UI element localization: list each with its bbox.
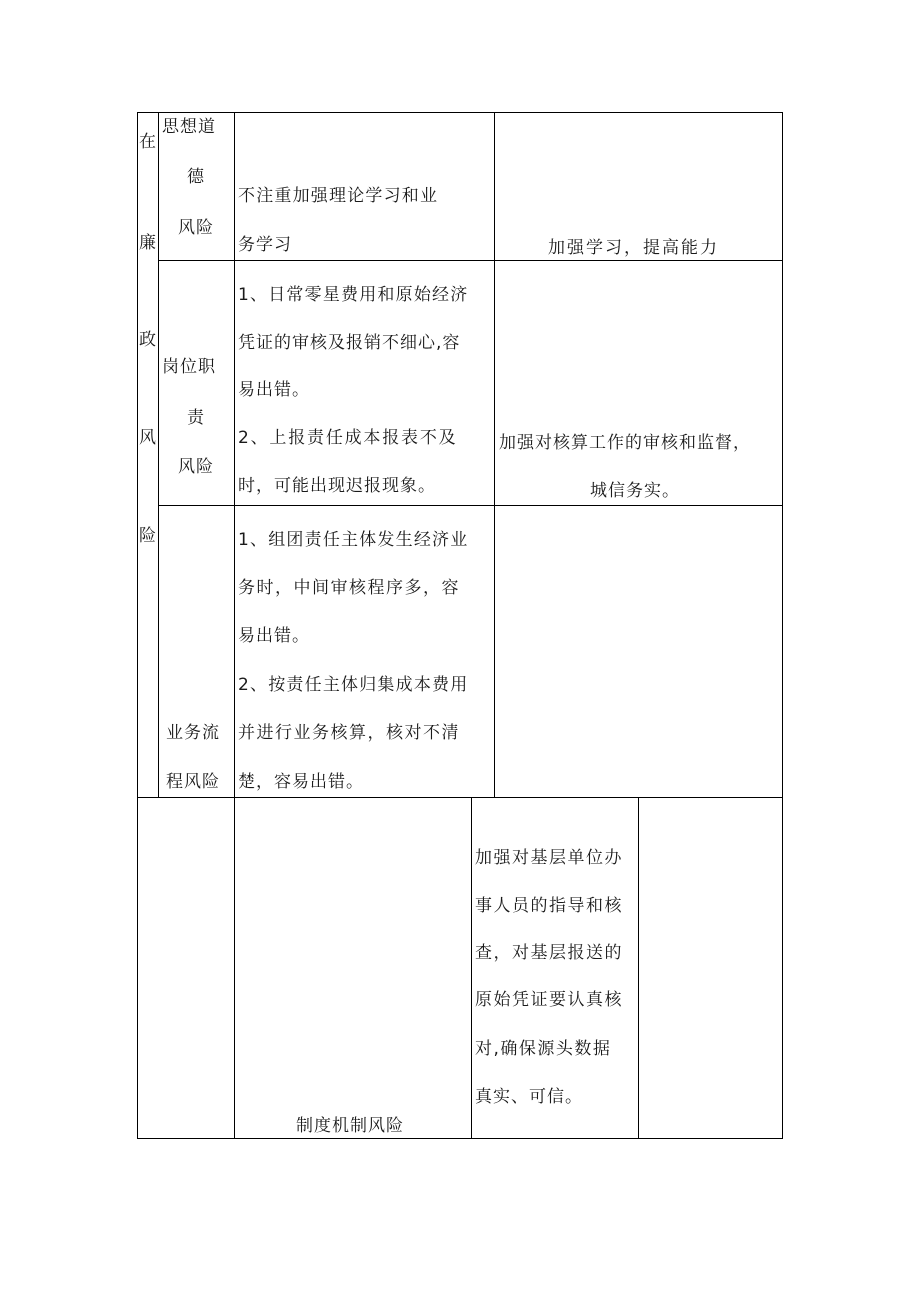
risk-line: 不注重加强理论学习和业 (238, 186, 439, 206)
side-label-char: 风 (139, 428, 157, 448)
measure-line: 加强对基层单位办 (475, 848, 623, 868)
category-line: 风险 (178, 218, 214, 238)
category-divider (234, 112, 235, 1139)
bottom-divider-b (638, 797, 639, 1139)
risk-line: 务学习 (238, 235, 292, 255)
measure-line: 事人员的指导和核 (475, 896, 623, 916)
risk-line: 1、组团责任主体发生经济业 (238, 530, 469, 550)
risk-line: 凭证的审核及报销不细心,容 (238, 333, 461, 353)
risk-line: 2、上报责任成本报表不及 (238, 428, 458, 448)
risk-line: 务时，中间审核程序多，容 (238, 578, 460, 598)
table-right-border (782, 112, 783, 1139)
risk-divider (494, 112, 495, 798)
side-label-char: 政 (139, 330, 157, 350)
measure-line: 原始凭证要认真核 (475, 990, 623, 1010)
side-label-char: 廉 (139, 233, 157, 253)
category-line: 业务流 (166, 723, 220, 743)
measure-line: 查，对基层报送的 (475, 943, 623, 963)
measure-line: 对,确保源头数据 (475, 1039, 612, 1059)
category-line: 德 (187, 167, 205, 187)
risk-line: 1、日常零星费用和原始经济 (238, 285, 469, 305)
category-line: 制度机制风险 (296, 1116, 404, 1136)
table-left-border (137, 112, 138, 1139)
category-line: 思想道 (162, 117, 216, 137)
measure-line: 加强学习，提高能力 (548, 238, 719, 258)
risk-line: 楚，容易出错。 (238, 772, 364, 792)
risk-line: 2、按责任主体归集成本费用 (238, 675, 469, 695)
measure-line: 城信务实。 (590, 481, 680, 501)
bottom-divider-a (471, 797, 472, 1139)
row-divider-2 (158, 505, 783, 506)
category-line: 岗位职 (162, 357, 216, 377)
risk-line: 易出错。 (238, 380, 310, 400)
category-line: 责 (187, 408, 205, 428)
row-divider-1 (158, 260, 783, 261)
risk-line: 易出错。 (238, 626, 310, 646)
side-label-char: 在 (139, 132, 157, 152)
measure-line: 真实、可信。 (475, 1087, 583, 1107)
side-label-char: 险 (139, 526, 157, 546)
risk-line: 并进行业务核算，核对不清 (238, 723, 460, 743)
category-line: 风险 (178, 457, 214, 477)
risk-line: 时，可能出现迟报现象。 (238, 476, 436, 496)
measure-line: 加强对核算工作的审核和监督， (499, 433, 751, 453)
side-label-divider (158, 112, 159, 798)
category-line: 程风险 (166, 772, 220, 792)
